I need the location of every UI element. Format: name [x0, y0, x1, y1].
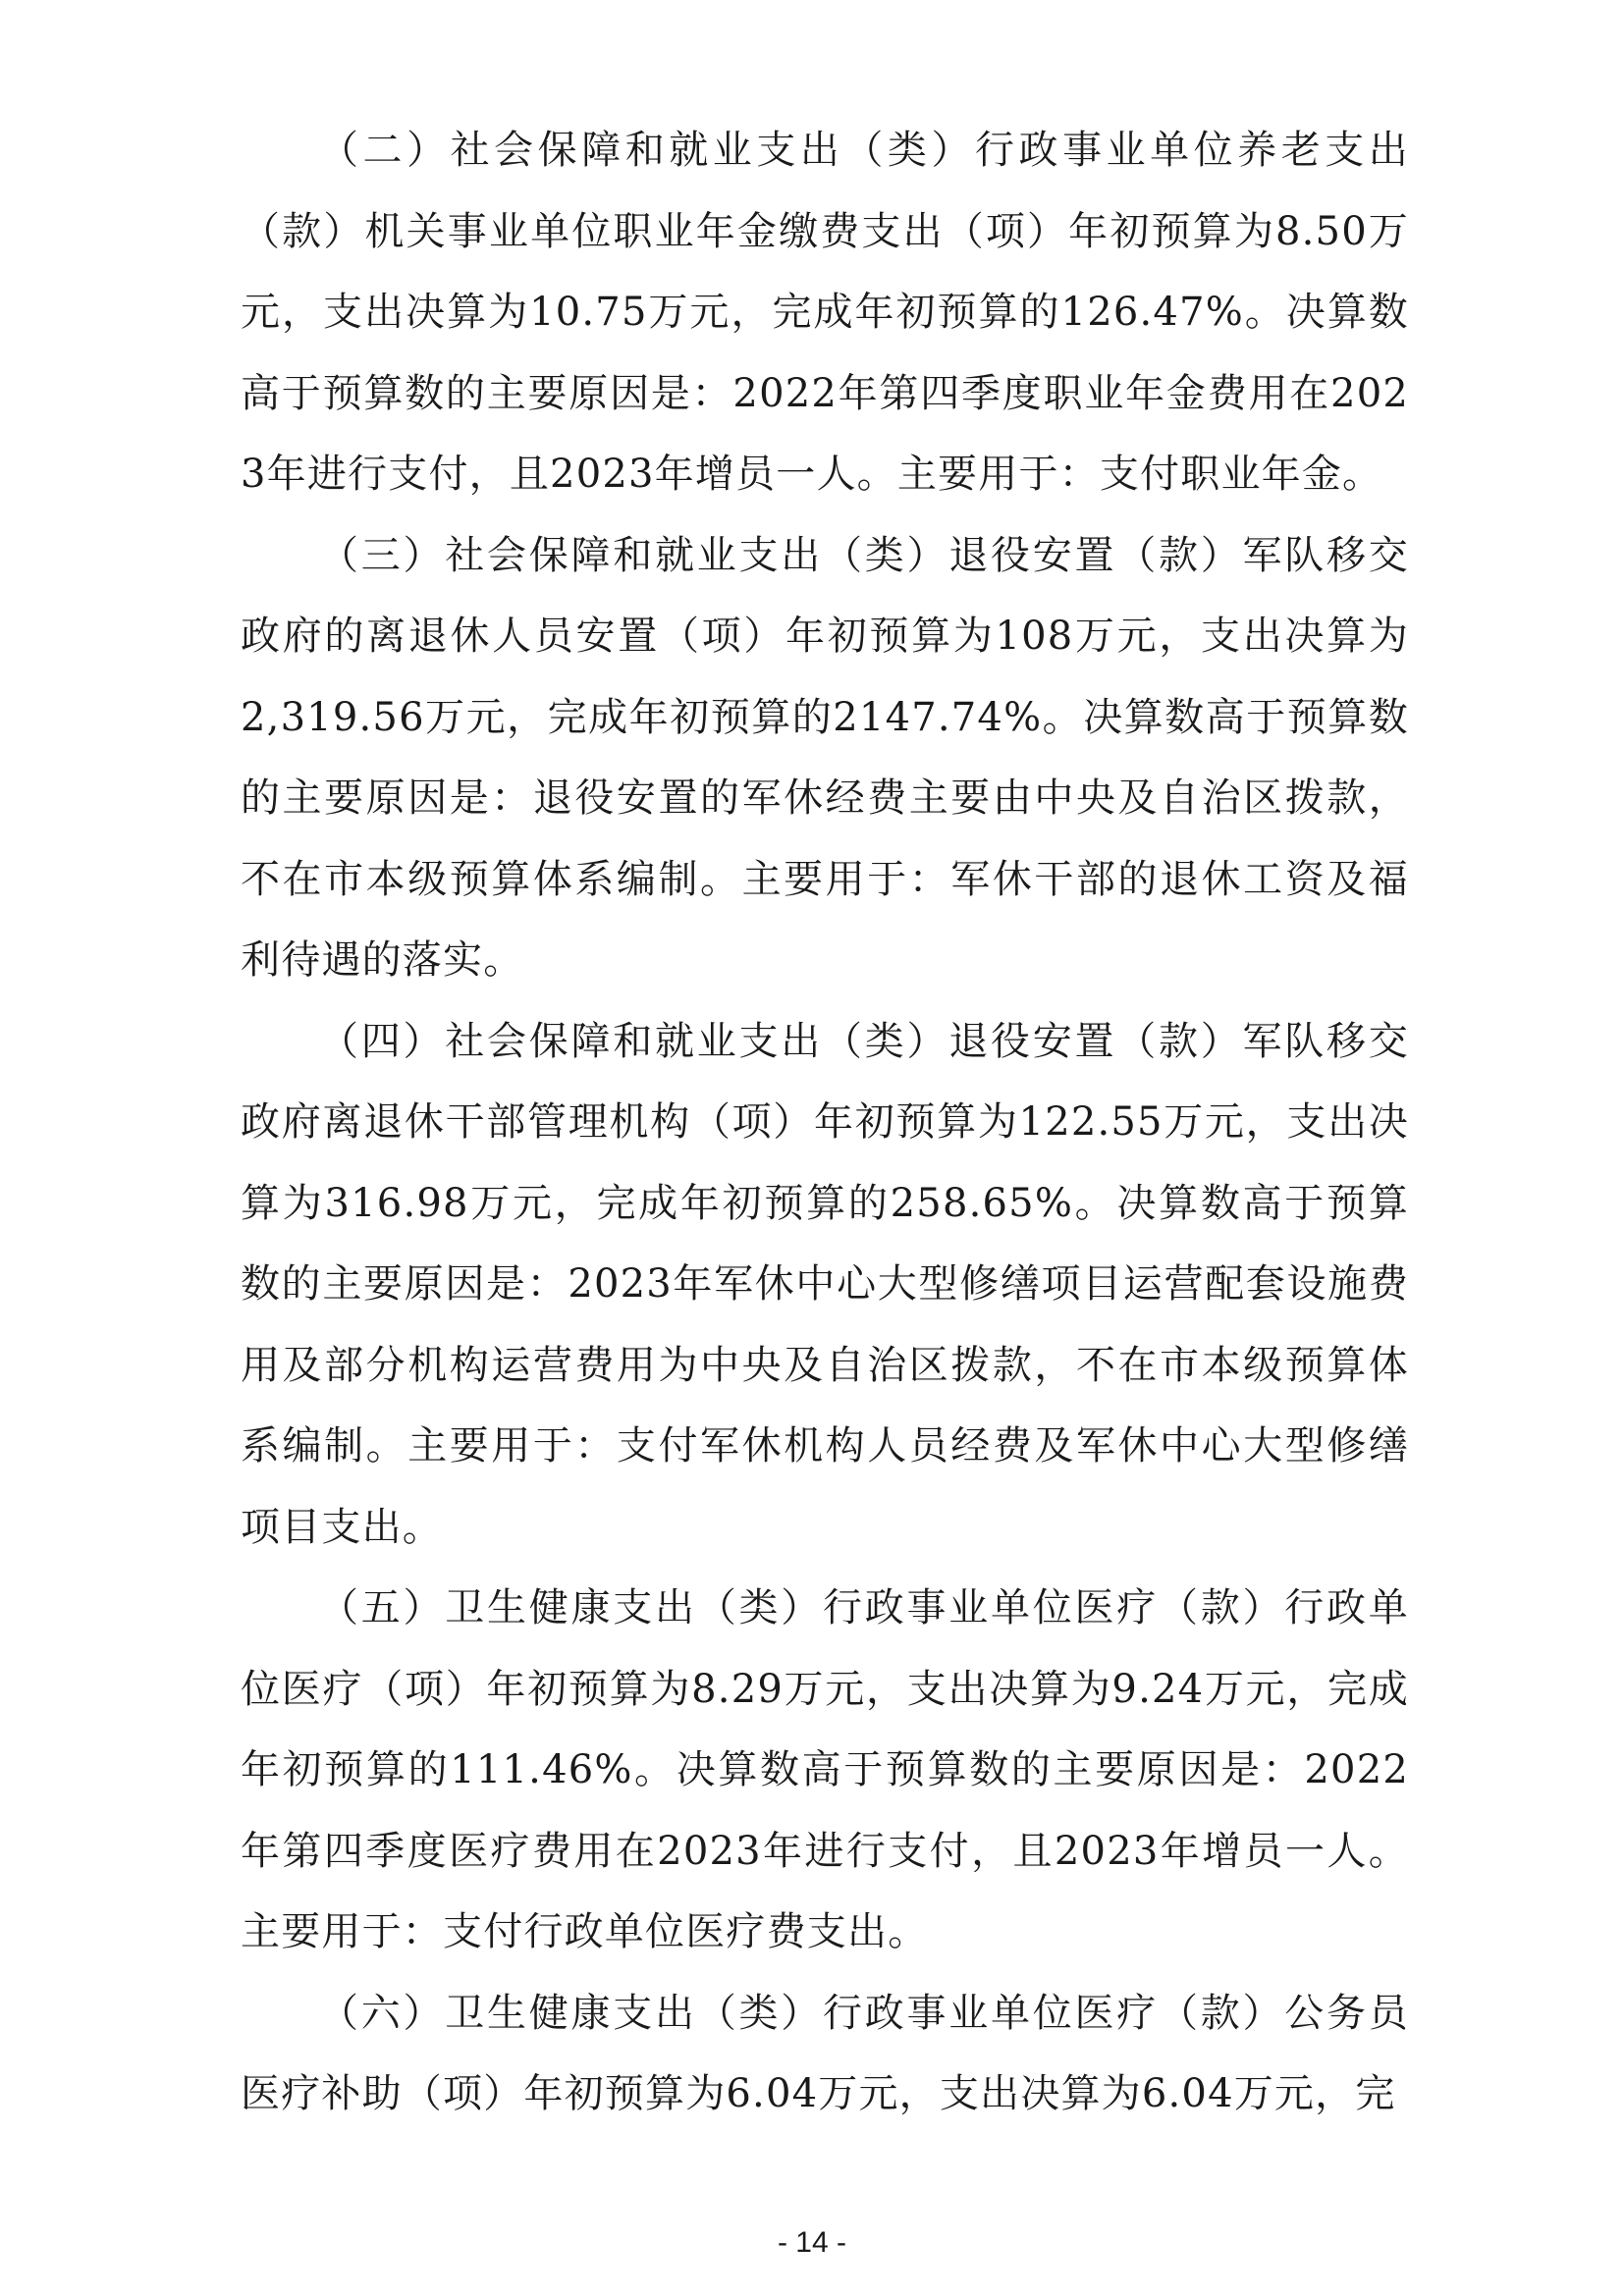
page-number: - 14 -	[777, 2226, 847, 2259]
paragraph-social-security-pension: （二）社会保障和就业支出（类）行政事业单位养老支出（款）机关事业单位职业年金缴费支出（项）年初预算为8.50万元，支出决算为10.75万元，完成年初预算的126.47%。决算数高于预算数的主要原因是：2022年第四季度职业年金费用在2023年进行支付，且2023年增员一人。主要用于：支付职业年金。	[241, 128, 1409, 497]
paragraph-civil-servant-medical: （六）卫生健康支出（类）行政事业单位医疗（款）公务员医疗补助（项）年初预算为6.04万元，支出决算为6.04万元，完	[241, 1990, 1409, 2116]
paragraph-retirement-management: （四）社会保障和就业支出（类）退役安置（款）军队移交政府离退休干部管理机构（项）年初预算为122.55万元，支出决算为316.98万元，完成年初预算的258.65%。决算数高于预算数的主要原因是：2023年军休中心大型修缮项目运营配套设施费用及部分机构运营费用为中央及自治区拨款，不在市本级预算体系编制。主要用于：支付军休机构人员经费及军休中心大型修缮项目支出。	[241, 1018, 1409, 1550]
paragraph-administrative-medical: （五）卫生健康支出（类）行政事业单位医疗（款）行政单位医疗（项）年初预算为8.29万元，支出决算为9.24万元，完成年初预算的111.46%。决算数高于预算数的主要原因是：2022年第四季度医疗费用在2023年进行支付，且2023年增员一人。主要用于：支付行政单位医疗费支出。	[241, 1585, 1409, 1954]
paragraph-retirement-placement: （三）社会保障和就业支出（类）退役安置（款）军队移交政府的离退休人员安置（项）年初预算为108万元，支出决算为2,319.56万元，完成年初预算的2147.74%。决算数高于预算数的主要原因是：退役安置的军休经费主要由中央及自治区拨款，不在市本级预算体系编制。主要用于：军休干部的退休工资及福利待遇的落实。	[241, 532, 1409, 983]
document-body	[241, 110, 1409, 2135]
